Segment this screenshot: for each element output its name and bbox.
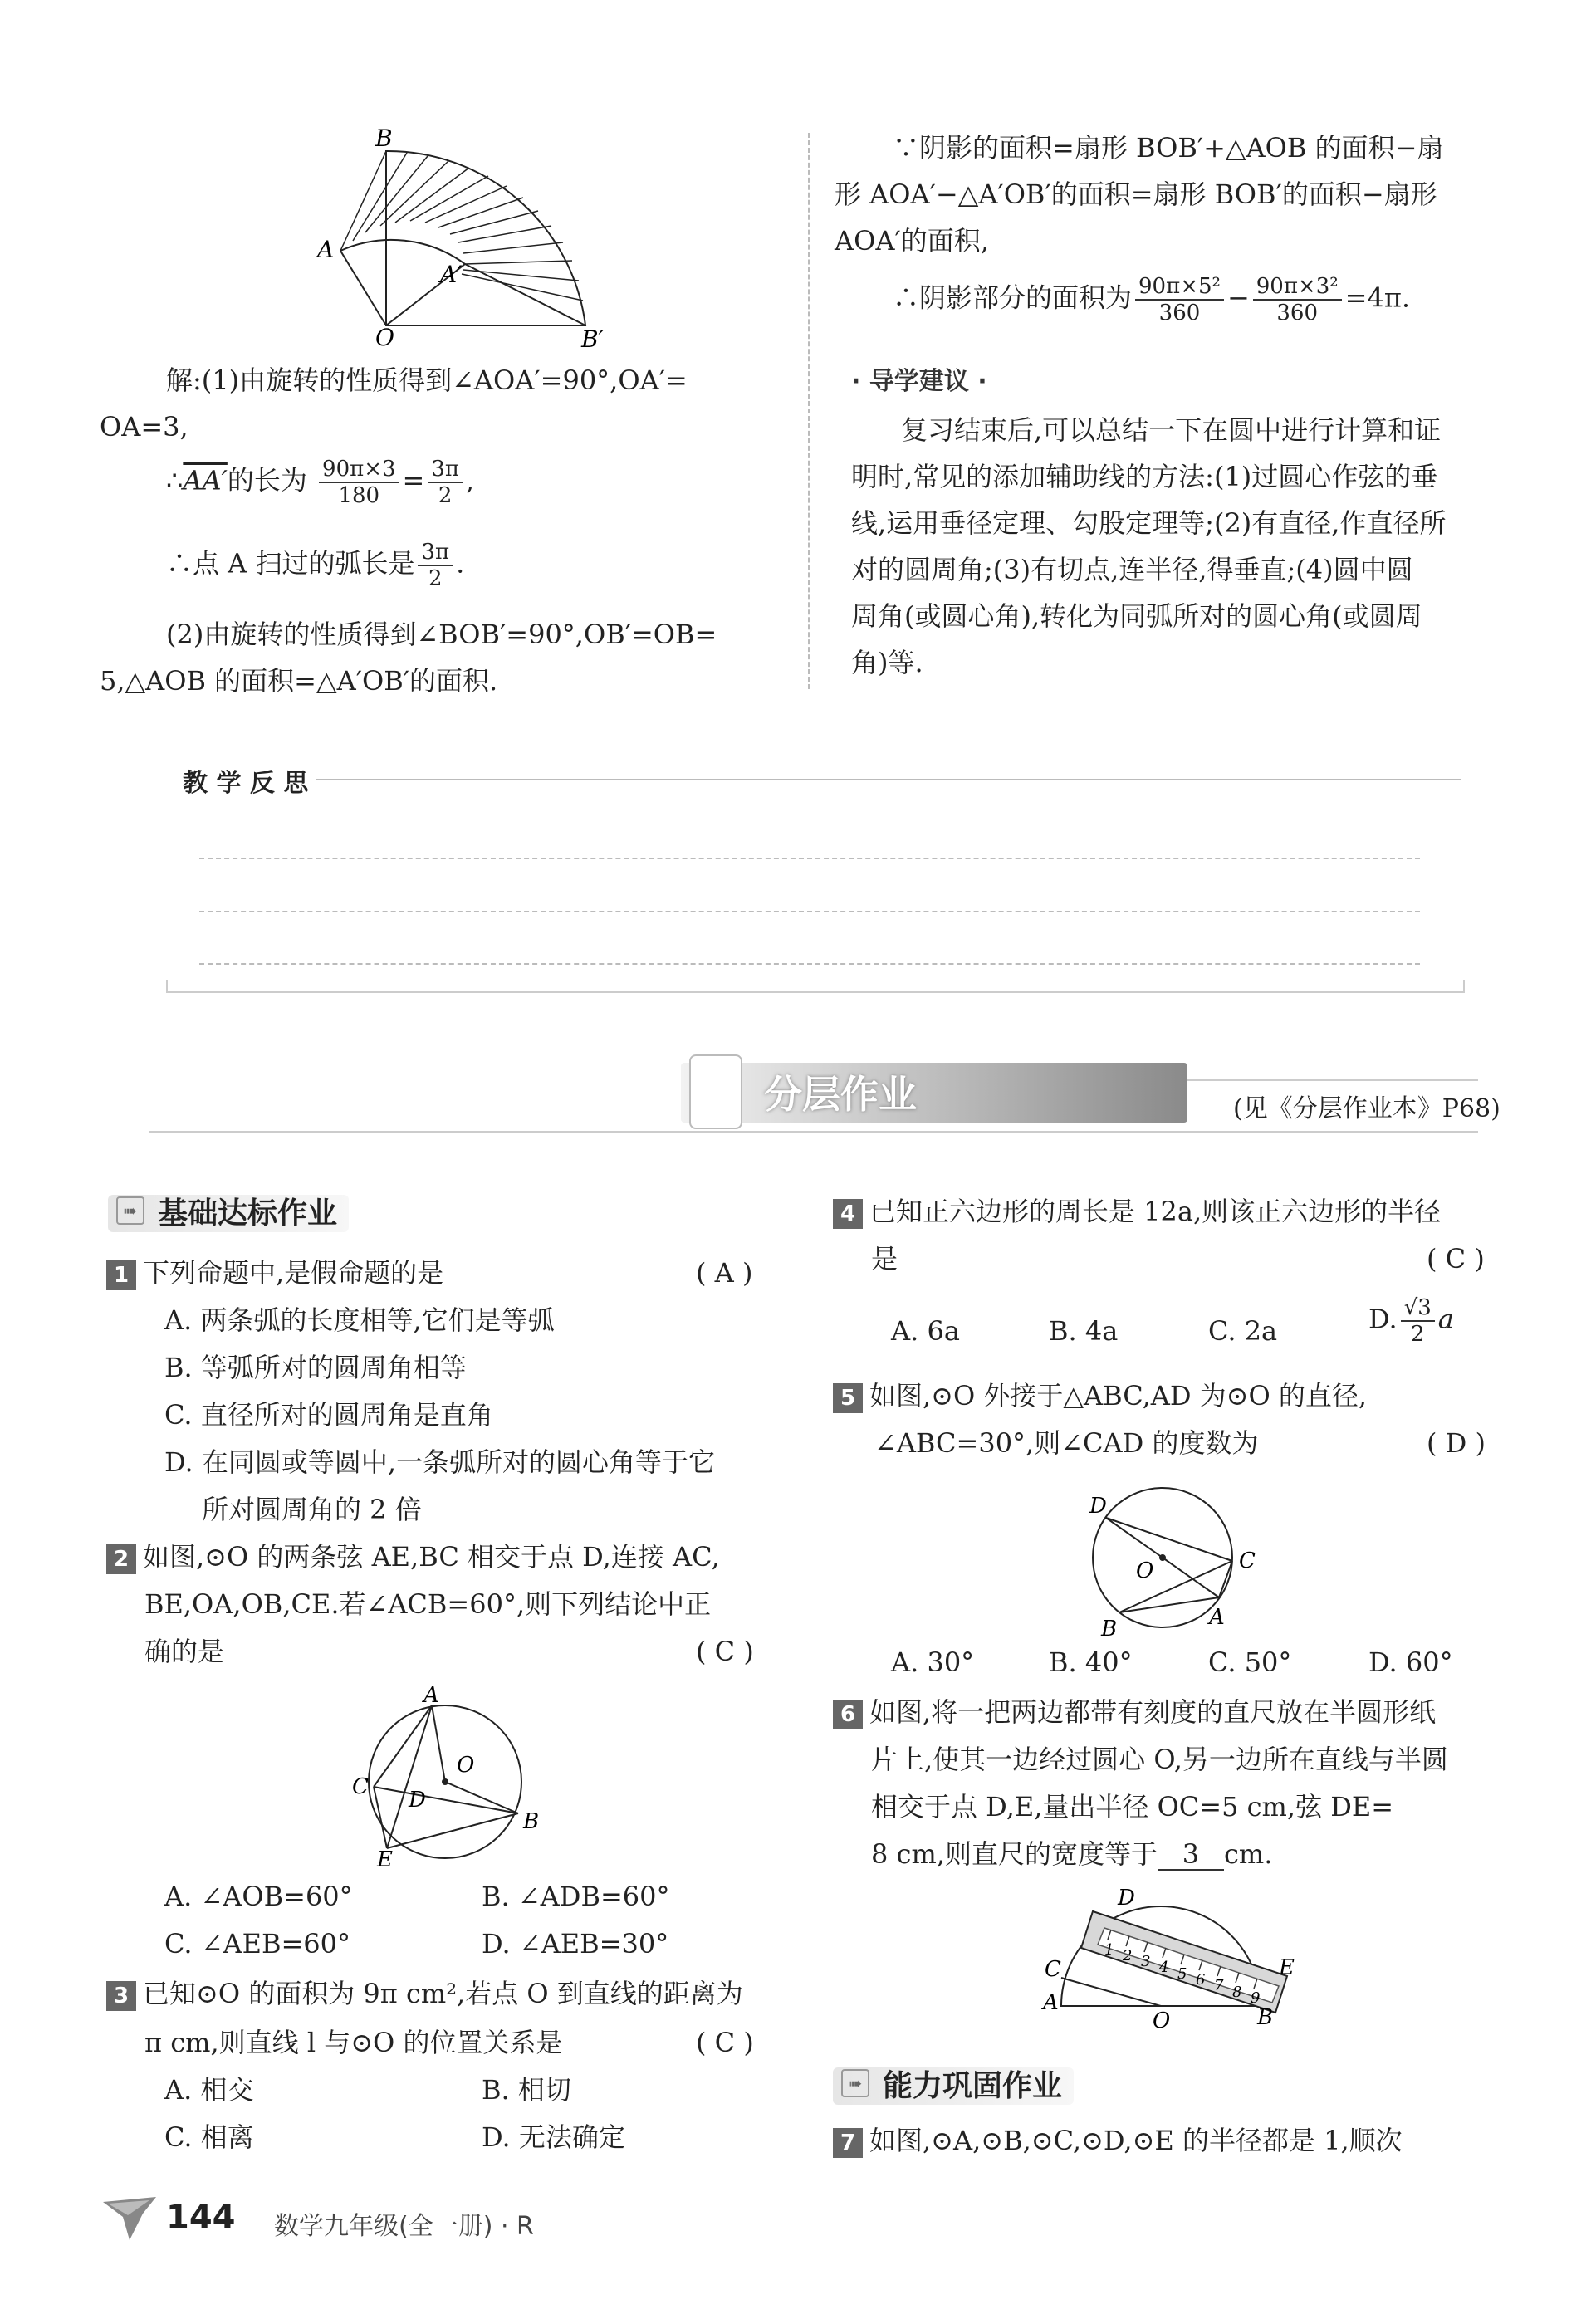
reflection-line-3[interactable] (199, 963, 1420, 965)
ruler-tick-4: 4 (1159, 1959, 1169, 1976)
ruler-tick-3: 3 (1141, 1953, 1151, 1970)
q7-number: 7 (833, 2128, 863, 2158)
solution-line-4: ∴点 A 扫过的弧长是 $\frac{3\pi}{2}$ . (166, 540, 465, 591)
advice-line-1: 复习结束后,可以总结一下在圆中进行计算和证 (901, 414, 1442, 446)
q5-fig-label-O: O (1136, 1558, 1154, 1583)
solution-line-2: OA=3, (100, 411, 188, 443)
ruler-tick-1: 1 (1104, 1941, 1114, 1959)
q5-option-b: B. 40° (1049, 1646, 1133, 1678)
ruler-tick-9: 9 (1251, 1989, 1261, 2007)
book-title: 数学九年级(全一册) · R (274, 2212, 534, 2241)
q5-stem-2: ∠ABC=30°,则∠CAD 的度数为 (874, 1427, 1259, 1459)
banner-rule-bottom (149, 1131, 1478, 1133)
column-divider (808, 133, 810, 689)
q2-fig-label-E: E (377, 1847, 393, 1868)
fraction-sector-AOA: $\frac{\text{90π×3²}}{360}$ (1253, 274, 1342, 325)
q5-answer: ( D ) (1427, 1427, 1486, 1459)
q6-stem-1: 6 如图,将一把两边都带有刻度的直尺放在半圆形纸 (833, 1689, 1436, 1735)
q2-fig-label-B: B (523, 1809, 540, 1834)
q6-fig-label-O: O (1153, 2008, 1171, 2033)
q5-option-a: A. 30° (891, 1646, 975, 1678)
ruler-tick-7: 7 (1214, 1977, 1224, 1994)
q3-stem-2: π cm,则直线 l 与⊙O 的位置关系是 (144, 2027, 563, 2058)
q3-option-a: A. 相交 (164, 2074, 254, 2106)
q3-answer: ( C ) (696, 2027, 754, 2058)
q2-answer: ( C ) (696, 1636, 754, 1667)
q4-fraction-root3-2: $\frac{√3}{2}$ (1401, 1295, 1435, 1347)
ruler-tick-5: 5 (1177, 1965, 1187, 1983)
q5-circle-figure (1071, 1470, 1270, 1644)
q7-stem-1: 7 如图,⊙A,⊙B,⊙C,⊙D,⊙E 的半径都是 1,顺次 (833, 2117, 1403, 2164)
reflection-top-rule (316, 779, 1461, 780)
q5-number: 5 (833, 1383, 863, 1413)
layered-homework-banner (149, 1054, 1501, 1129)
q2-fig-label-D: D (409, 1788, 426, 1813)
page-number: 144 (166, 2199, 236, 2237)
right-line-3: AOA′的面积, (835, 225, 989, 257)
q5-stem-1: 5 如图,⊙O 外接于△ABC,AD 为⊙O 的直径, (833, 1372, 1367, 1419)
q5-fig-label-B: B (1101, 1617, 1118, 1641)
fig-label-B-prime: B′ (581, 325, 604, 349)
advice-title: · 导学建议 · (851, 367, 987, 396)
q3-option-c: C. 相离 (164, 2121, 254, 2153)
advice-line-2: 明时,常见的添加辅助线的方法:(1)过圆心作弦的垂 (851, 461, 1438, 492)
q4-option-a: A. 6a (891, 1315, 960, 1347)
banner-emblem (689, 1054, 742, 1129)
q2-option-a: A. ∠AOB=60° (164, 1881, 353, 1912)
fig-label-B: B (375, 125, 393, 152)
reflection-line-1[interactable] (199, 858, 1420, 859)
q6-stem-3: 相交于点 D,E,量出半径 OC=5 cm,弦 DE= (871, 1791, 1394, 1822)
basic-heading: ➠ 基础达标作业 (108, 1190, 349, 1233)
right-line-2: 形 AOA′−△A′OB′的面积=扇形 BOB′的面积−扇形 (835, 179, 1437, 210)
q2-option-d: D. ∠AEB=30° (482, 1928, 669, 1959)
q6-fig-label-B: B (1257, 2005, 1274, 2030)
ability-heading: ➠ 能力巩固作业 (833, 2062, 1074, 2106)
fraction-arc-length: $\frac{90\pi\times 3}{180}$ (319, 457, 399, 508)
ruler-tick-2: 2 (1123, 1947, 1133, 1964)
q1-answer: ( A ) (696, 1257, 753, 1289)
figure-sector-rotation (307, 125, 689, 349)
fig-label-A-prime: A′ (440, 261, 463, 288)
q6-fig-label-A: A (1043, 1990, 1059, 2015)
solution-line-6: 5,△AOB 的面积=△A′OB′的面积. (100, 665, 498, 697)
q5-fig-label-A: A (1209, 1605, 1225, 1630)
solution-line-5: (2)由旋转的性质得到∠BOB′=90°,OB′=OB= (166, 619, 717, 650)
page-footer (100, 2192, 681, 2250)
q2-option-c: C. ∠AEB=60° (164, 1928, 351, 1959)
right-line-4: ∴阴影部分的面积为 $\frac{\text{90π×5²}}{360}$ − $\frac{\text{90π×3²}}{360}$ =4π. (893, 274, 1411, 325)
arrow-icon: ➠ (116, 1196, 144, 1225)
q1-option-d: D. 在同圆或等圆中,一条弧所对的圆心角等于它 (164, 1446, 716, 1478)
q4-option-c: C. 2a (1208, 1315, 1278, 1347)
q3-option-d: D. 无法确定 (482, 2121, 625, 2153)
q2-number: 2 (106, 1544, 136, 1574)
q6-stem-2: 片上,使其一边经过圆心 O,另一边所在直线与半圆 (871, 1744, 1448, 1775)
q4-option-b: B. 4a (1049, 1315, 1119, 1347)
advice-line-6: 角)等. (851, 647, 923, 678)
q2-fig-label-A: A (423, 1685, 439, 1708)
q2-fig-label-O: O (457, 1753, 475, 1778)
q4-option-d: D. $\frac{√3}{2}$ a (1368, 1295, 1454, 1347)
ruler-tick-8: 8 (1232, 1984, 1242, 2001)
advice-line-4: 对的圆周角;(3)有切点,连半径,得垂直;(4)圆中圆 (851, 554, 1413, 585)
q2-stem-2: BE,OA,OB,CE.若∠ACB=60°,则下列结论中正 (144, 1588, 712, 1620)
q4-stem-2: 是 (871, 1243, 898, 1274)
q4-number: 4 (833, 1199, 863, 1229)
q5-fig-label-C: C (1239, 1548, 1256, 1573)
q6-fig-label-C: C (1045, 1957, 1061, 1982)
q4-answer: ( C ) (1427, 1243, 1485, 1274)
q5-option-c: C. 50° (1208, 1646, 1292, 1678)
ruler-tick-6: 6 (1196, 1971, 1206, 1989)
q1-option-b: B. 等弧所对的圆周角相等 (164, 1352, 467, 1383)
q2-circle-figure (340, 1685, 556, 1868)
q2-option-b: B. ∠ADB=60° (482, 1881, 670, 1912)
q6-stem-4: 8 cm,则直尺的宽度等于 3 cm. (871, 1838, 1273, 1870)
q3-stem-1: 3 已知⊙O 的面积为 9π cm²,若点 O 到直线的距离为 (106, 1970, 743, 2017)
q1-option-c: C. 直径所对的圆周角是直角 (164, 1399, 493, 1431)
q2-fig-label-C: C (352, 1774, 369, 1799)
q6-number: 6 (833, 1700, 863, 1729)
q6-ruler-figure (1038, 1885, 1312, 2034)
q3-option-b: B. 相切 (482, 2074, 571, 2106)
teaching-reflection (166, 756, 1461, 996)
right-line-1: ∵阴影的面积=扇形 BOB′+△AOB 的面积−扇 (893, 132, 1444, 164)
q6-fig-label-D: D (1118, 1886, 1135, 1910)
banner-title: 分层作业 (764, 1072, 917, 1117)
banner-band (681, 1063, 1187, 1123)
arrow-icon: ➠ (841, 2069, 869, 2097)
fraction-3pi-2: $\frac{3\pi}{2}$ (428, 457, 463, 508)
q2-stem-3: 确的是 (144, 1636, 225, 1667)
corner-ornament-icon (100, 2194, 159, 2243)
q2-stem-1: 2 如图,⊙O 的两条弦 AE,BC 相交于点 D,连接 AC, (106, 1534, 720, 1580)
q6-fig-label-E: E (1279, 1955, 1295, 1980)
q5-option-d: D. 60° (1368, 1646, 1453, 1678)
solution-line-1: 解:(1)由旋转的性质得到∠AOA′=90°,OA′= (166, 364, 688, 396)
q1-number: 1 (106, 1260, 136, 1290)
fig-label-A: A (317, 236, 335, 263)
q5-fig-label-D: D (1089, 1494, 1107, 1519)
fraction-arc-A: $\frac{3\pi}{2}$ (418, 540, 453, 591)
q1-stem: 1 下列命题中,是假命题的是 (106, 1250, 443, 1296)
solution-line-3: ∴AA′的长为 $\frac{90\pi\times 3}{180}$ = $\frac{3\pi}{2}$ , (166, 457, 475, 508)
q1-option-d-cont: 所对圆周角的 2 倍 (202, 1494, 422, 1525)
advice-line-5: 周角(或圆心角),转化为同弧所对的圆心角(或圆周 (851, 600, 1422, 632)
fraction-sector-BOB: $\frac{\text{90π×5²}}{360}$ (1135, 274, 1224, 325)
reflection-line-2[interactable] (199, 911, 1420, 912)
q4-stem-1: 4 已知正六边形的周长是 12a,则该正六边形的半径 (833, 1188, 1441, 1235)
arc-AA: AA′ (183, 464, 228, 497)
q3-number: 3 (106, 1981, 136, 2011)
q1-option-a: A. 两条弧的长度相等,它们是等弧 (164, 1304, 555, 1336)
q6-answer-blank[interactable]: 3 (1158, 1839, 1224, 1871)
reflection-bottom-frame (166, 980, 1465, 993)
reflection-title: 教 学 反 思 (183, 769, 309, 798)
advice-line-3: 线,运用垂径定理、勾股定理等;(2)有直径,作直径所 (851, 507, 1447, 539)
banner-reference: (见《分层作业本》P68) (1233, 1094, 1501, 1123)
fig-label-O: O (375, 324, 394, 349)
